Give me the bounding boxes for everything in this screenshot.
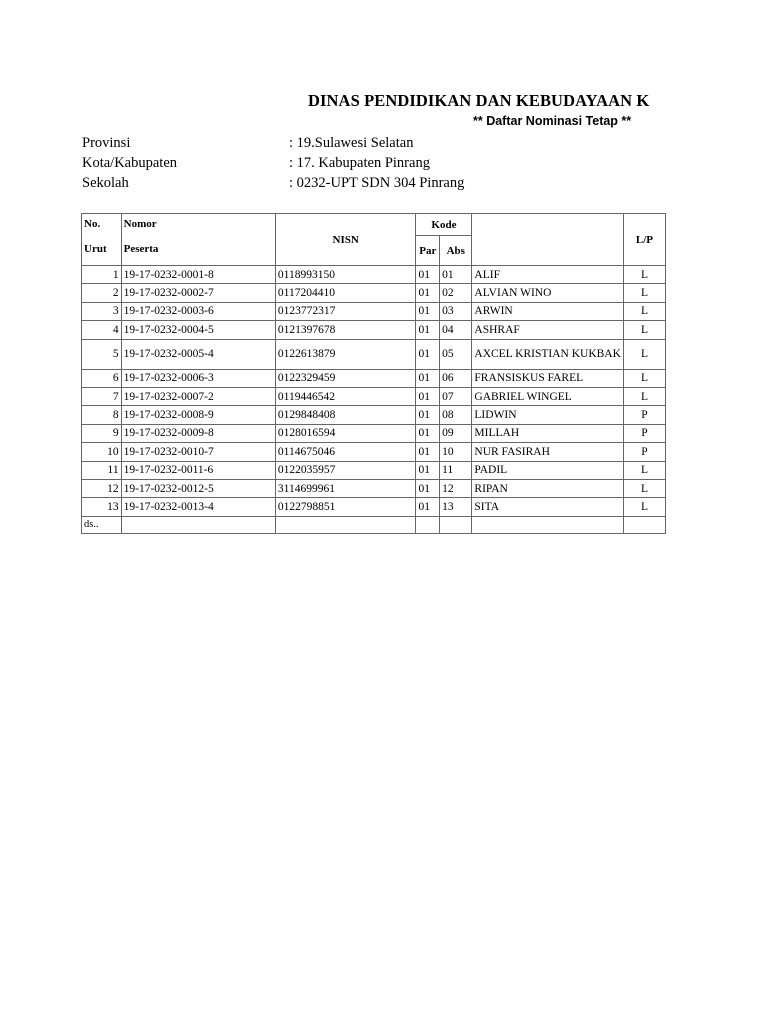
cell-nisn: 0123772317 [275,302,416,320]
cell-nama: MILLAH [472,424,624,442]
cell-nama: ALIF [472,266,624,284]
cell-empty [275,516,416,533]
cell-par: 01 [416,443,440,461]
document-subtitle: ** Daftar Nominasi Tetap ** [473,114,632,128]
cell-abs: 11 [440,461,472,479]
header-lp: L/P [623,214,665,266]
cell-nisn: 0121397678 [275,321,416,339]
table-row [82,284,666,302]
cell-par: 01 [416,266,440,284]
header-no-urut: No. Urut [82,214,122,266]
cell-par: 01 [416,479,440,497]
cell-abs: 10 [440,443,472,461]
cell-no: 9 [82,424,122,442]
header-kode: Kode [416,214,472,236]
cell-lp: L [623,339,665,369]
table-row [82,266,666,284]
document-title: DINAS PENDIDIKAN DAN KEBUDAYAAN K [308,91,650,110]
cell-no: 5 [82,339,122,369]
cell-abs: 09 [440,424,472,442]
cell-nisn: 0122798851 [275,498,416,516]
cell-footer-text: ds.. [82,516,122,533]
cell-par: 01 [416,284,440,302]
cell-nama: RIPAN [472,479,624,497]
cell-peserta: 19-17-0232-0001-8 [121,266,275,284]
cell-nisn: 0117204410 [275,284,416,302]
cell-nisn: 0129848408 [275,406,416,424]
cell-lp: L [623,498,665,516]
cell-no: 11 [82,461,122,479]
cell-nisn: 0122035957 [275,461,416,479]
table-row [82,339,666,369]
cell-empty [440,516,472,533]
cell-peserta: 19-17-0232-0009-8 [121,424,275,442]
cell-lp: P [623,424,665,442]
info-label: Sekolah [82,175,129,191]
cell-lp: L [623,321,665,339]
cell-no: 2 [82,284,122,302]
cell-par: 01 [416,321,440,339]
cell-nisn: 0114675046 [275,443,416,461]
cell-nisn: 0122329459 [275,369,416,387]
cell-nama: PADIL [472,461,624,479]
nomination-table [81,213,666,534]
cell-lp: L [623,369,665,387]
cell-peserta: 19-17-0232-0011-6 [121,461,275,479]
table-row [82,321,666,339]
cell-par: 01 [416,406,440,424]
cell-peserta: 19-17-0232-0012-5 [121,479,275,497]
cell-peserta: 19-17-0232-0002-7 [121,284,275,302]
cell-lp: L [623,387,665,405]
cell-abs: 04 [440,321,472,339]
cell-nisn: 0118993150 [275,266,416,284]
cell-no: 4 [82,321,122,339]
cell-abs: 01 [440,266,472,284]
cell-peserta: 19-17-0232-0004-5 [121,321,275,339]
info-value: : 17. Kabupaten Pinrang [289,155,430,171]
cell-nisn: 0128016594 [275,424,416,442]
cell-lp: L [623,302,665,320]
cell-nama: SITA [472,498,624,516]
cell-abs: 06 [440,369,472,387]
table-row [82,406,666,424]
cell-nama: ARWIN [472,302,624,320]
cell-no: 1 [82,266,122,284]
cell-par: 01 [416,302,440,320]
cell-nama: ASHRAF [472,321,624,339]
cell-nama: GABRIEL WINGEL [472,387,624,405]
header-nisn: NISN [275,214,416,266]
cell-no: 12 [82,479,122,497]
cell-nama: LIDWIN [472,406,624,424]
cell-abs: 03 [440,302,472,320]
cell-nisn: 0119446542 [275,387,416,405]
cell-no: 13 [82,498,122,516]
cell-peserta: 19-17-0232-0005-4 [121,339,275,369]
cell-peserta: 19-17-0232-0007-2 [121,387,275,405]
cell-abs: 07 [440,387,472,405]
cell-nisn: 0122613879 [275,339,416,369]
cell-lp: P [623,443,665,461]
header-par: Par [416,236,440,266]
cell-par: 01 [416,424,440,442]
cell-no: 6 [82,369,122,387]
info-value: : 0232-UPT SDN 304 Pinrang [289,175,465,191]
cell-par: 01 [416,461,440,479]
table-row [82,424,666,442]
cell-abs: 05 [440,339,472,369]
cell-lp: L [623,266,665,284]
table-row [82,443,666,461]
cell-par: 01 [416,339,440,369]
cell-lp: L [623,461,665,479]
table-row [82,461,666,479]
cell-peserta: 19-17-0232-0003-6 [121,302,275,320]
header-abs: Abs [440,236,472,266]
cell-par: 01 [416,387,440,405]
cell-nama: ALVIAN WINO [472,284,624,302]
cell-lp: L [623,479,665,497]
cell-nama: NUR FASIRAH [472,443,624,461]
cell-no: 8 [82,406,122,424]
cell-abs: 08 [440,406,472,424]
cell-empty [121,516,275,533]
cell-empty [416,516,440,533]
cell-no: 3 [82,302,122,320]
table-row [82,498,666,516]
cell-nisn: 3114699961 [275,479,416,497]
table-row [82,369,666,387]
cell-par: 01 [416,498,440,516]
cell-no: 10 [82,443,122,461]
table-row-footer [82,516,666,533]
table-row [82,479,666,497]
cell-no: 7 [82,387,122,405]
table-row [82,387,666,405]
header-nama [472,214,624,266]
cell-empty [623,516,665,533]
cell-nama: FRANSISKUS FAREL [472,369,624,387]
cell-nama: AXCEL KRISTIAN KUKBAK [472,339,624,369]
table-row [82,302,666,320]
cell-peserta: 19-17-0232-0006-3 [121,369,275,387]
info-label: Kota/Kabupaten [82,155,178,171]
cell-lp: L [623,284,665,302]
cell-abs: 12 [440,479,472,497]
info-label: Provinsi [82,135,131,151]
cell-peserta: 19-17-0232-0008-9 [121,406,275,424]
info-value: : 19.Sulawesi Selatan [289,135,414,151]
cell-peserta: 19-17-0232-0013-4 [121,498,275,516]
cell-abs: 02 [440,284,472,302]
cell-lp: P [623,406,665,424]
cell-abs: 13 [440,498,472,516]
cell-par: 01 [416,369,440,387]
header-nomor-peserta: Nomor Peserta [121,214,275,266]
cell-empty [472,516,624,533]
cell-peserta: 19-17-0232-0010-7 [121,443,275,461]
